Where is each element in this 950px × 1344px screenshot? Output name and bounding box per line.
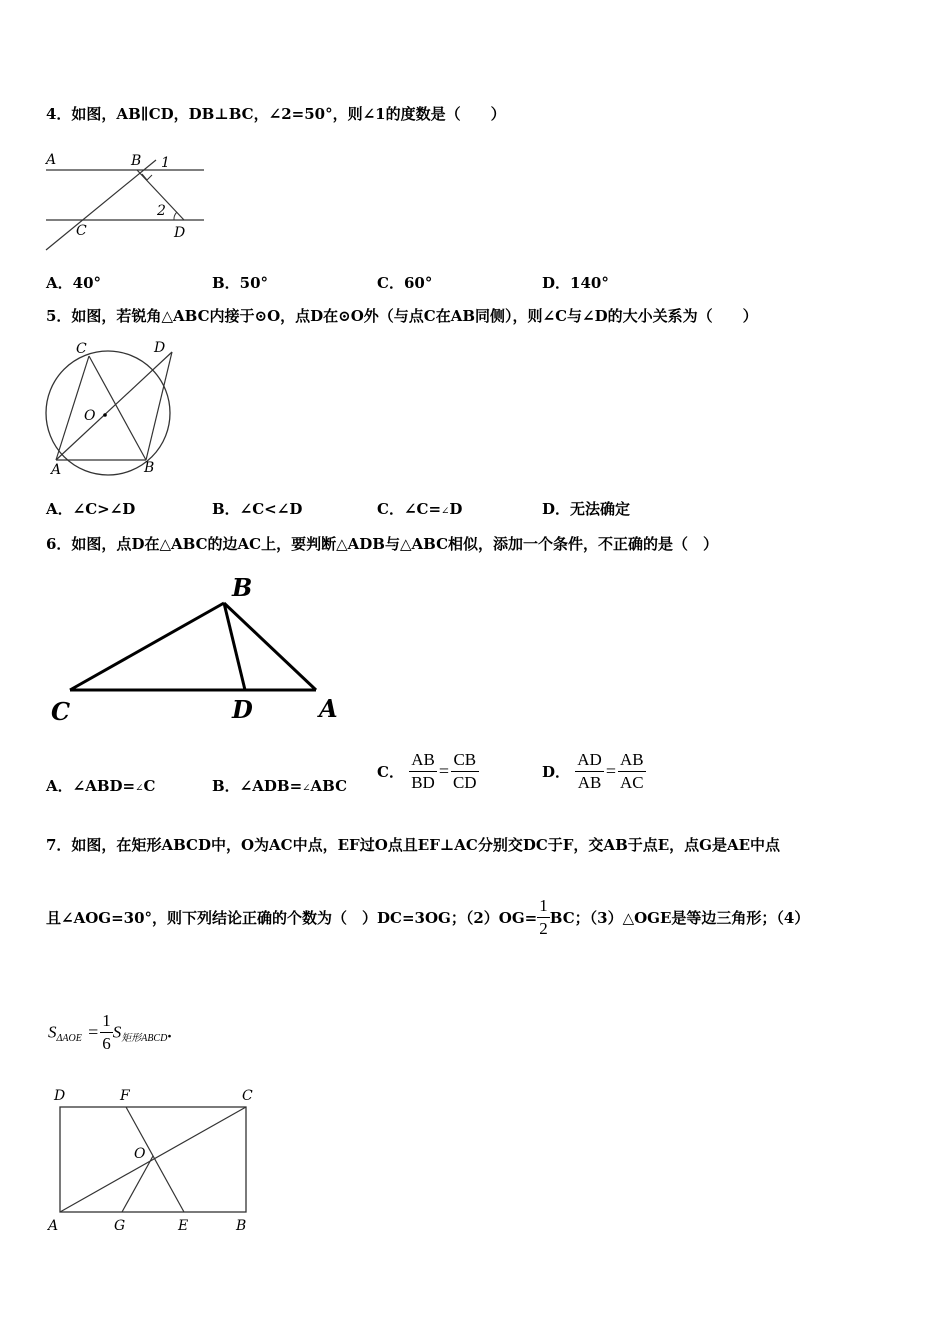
q4-option-c[interactable]: C．60° — [377, 274, 433, 292]
segment-ba — [224, 603, 316, 690]
q6-stem: 6．如图，点D在△ABC的边AC上，要判断△ADB与△ABC相似，添加一个条件，不正确的是（ ） — [46, 535, 719, 553]
label-D: D — [54, 1088, 66, 1104]
q6-figure — [48, 570, 348, 729]
q4-option-a[interactable]: A．40° — [46, 274, 102, 292]
label-D: D — [232, 695, 253, 724]
label-B: B — [131, 153, 142, 169]
q7-half-fraction: $\frac{1}{2}$ — [539, 896, 548, 938]
q6-option-a[interactable]: A．∠ABD=∠C — [46, 777, 156, 795]
label-A: A — [319, 694, 338, 723]
circle-o — [46, 351, 170, 475]
angle-2-arc — [174, 212, 177, 220]
q5-option-c[interactable]: C．∠C=∠D — [377, 500, 463, 518]
q5-option-d[interactable]: D．无法确定 — [542, 500, 631, 518]
q6-option-b[interactable]: B．∠ADB=∠ABC — [212, 777, 348, 795]
segment-cb — [70, 603, 224, 690]
q7-area-formula: $S_{\Delta AOE}$ = $\frac{1}{6}$ $S_{矩形ABCD}$. — [48, 1011, 172, 1053]
q5-figure — [42, 338, 180, 486]
label-F: F — [120, 1088, 130, 1104]
label-A: A — [51, 462, 62, 478]
q7-figure — [46, 1082, 261, 1241]
label-D: D — [174, 225, 186, 241]
label-E: E — [178, 1218, 189, 1234]
segment-og — [122, 1156, 153, 1212]
center-dot — [103, 413, 107, 417]
label-C: C — [242, 1088, 253, 1104]
label-O: O — [84, 408, 96, 424]
q5-option-a[interactable]: A．∠C>∠D — [46, 500, 136, 518]
label-C: C — [76, 223, 87, 239]
q7-line2: 且∠AOG=30°，则下列结论正确的个数为（ ）DC=3OG；（2）OG= $\frac{1}{2}$ BC；（3）△OGE是等边三角形；（4） — [46, 896, 810, 938]
label-B: B — [144, 460, 155, 476]
label-D: D — [154, 340, 166, 356]
label-B: B — [236, 1218, 247, 1234]
q5-option-b[interactable]: B．∠C<∠D — [212, 500, 303, 518]
label-C: C — [51, 697, 71, 725]
label-2: 2 — [157, 203, 166, 219]
q4-figure — [44, 138, 206, 260]
segment-cb — [89, 356, 146, 460]
label-1: 1 — [161, 155, 170, 171]
q4-option-d[interactable]: D．140° — [542, 274, 609, 292]
label-B: B — [232, 573, 253, 602]
label-G: G — [114, 1218, 126, 1234]
q5-stem: 5．如图，若锐角△ABC内接于⊙O，点D在⊙O外（与点C在AB同侧），则∠C与∠D的大小关系为（ ） — [46, 307, 758, 325]
diagonal-ac — [60, 1107, 246, 1212]
segment-bd — [224, 603, 245, 690]
segment-bd — [146, 352, 172, 460]
q6-option-d[interactable]: D． $\frac{AD}{AB}$ = $\frac{AB}{AC}$ — [542, 750, 644, 792]
q6-option-c[interactable]: C． $\frac{AB}{BD}$ = $\frac{CB}{CD}$ — [377, 750, 477, 792]
label-O: O — [134, 1146, 146, 1162]
q7-line1: 7．如图，在矩形ABCD中，O为AC中点，EF过O点且EF⊥AC分别交DC于F，交AB于点E，点G是AE中点 — [46, 836, 781, 854]
q4-stem: 4．如图，AB∥CD，DB⊥BC，∠2=50°，则∠1的度数是（ ） — [46, 105, 506, 123]
label-A: A — [48, 1218, 59, 1234]
q4-option-b[interactable]: B．50° — [212, 274, 269, 292]
label-A: A — [46, 152, 57, 168]
label-C: C — [76, 341, 87, 357]
